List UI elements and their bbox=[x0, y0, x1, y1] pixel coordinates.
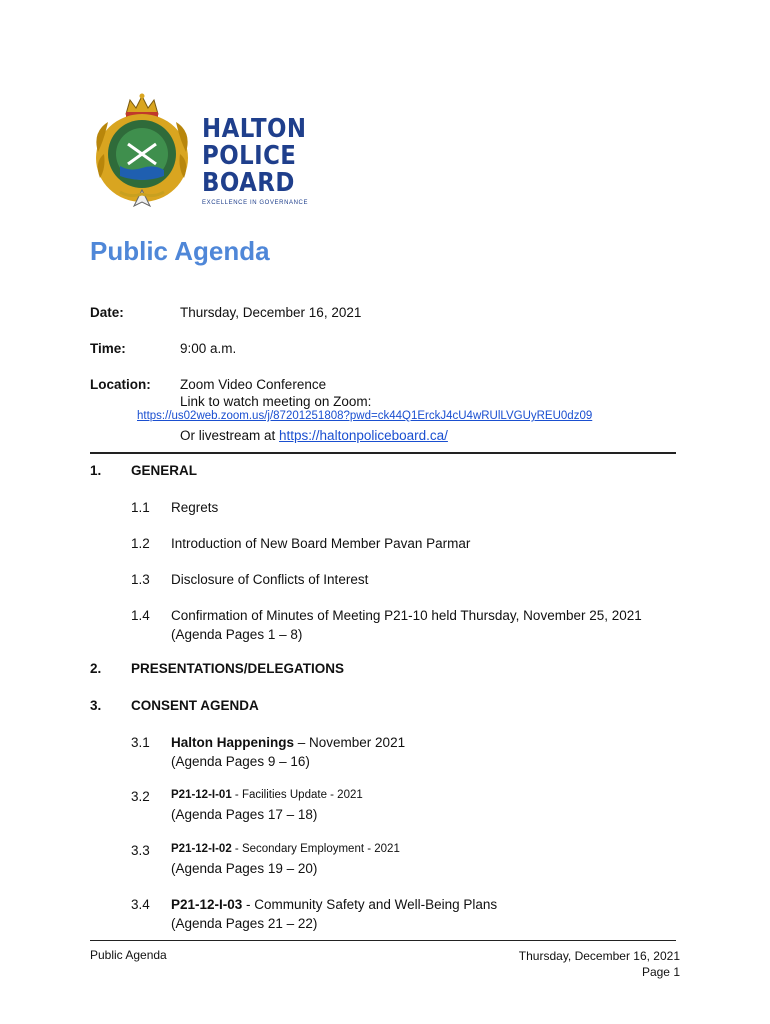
item-3-3-text bbox=[171, 840, 400, 878]
item-3-2-report-id: P21-12-I-01 bbox=[171, 789, 232, 801]
item-1-4-title: Confirmation of Minutes of Meeting P21-10 held Thursday, November 25, 2021 bbox=[171, 608, 642, 623]
item-3-2-text bbox=[171, 786, 363, 824]
section-2-title: PRESENTATIONS/DELEGATIONS bbox=[131, 661, 345, 676]
item-3-4-report-id: P21-12-I-03 bbox=[171, 897, 243, 912]
footer-page-number: Page 1 bbox=[641, 965, 680, 979]
section-1-title: GENERAL bbox=[131, 463, 198, 478]
section-2-number: 2. bbox=[90, 661, 102, 676]
item-3-4-text bbox=[171, 895, 497, 933]
location-line-2: Link to watch meeting on Zoom: bbox=[180, 394, 372, 409]
item-3-2-subtitle: - Facilities Update - 2021 bbox=[231, 789, 363, 801]
logo-line-1: HALTON bbox=[202, 114, 307, 144]
item-1-4-text bbox=[171, 606, 642, 644]
item-1-2-number: 1.2 bbox=[131, 536, 150, 551]
livestream-link[interactable]: https://haltonpoliceboard.ca/ bbox=[279, 428, 448, 443]
item-3-4-number: 3.4 bbox=[131, 897, 150, 912]
item-3-1-number: 3.1 bbox=[131, 735, 150, 750]
item-3-3-pages: (Agenda Pages 19 – 20) bbox=[171, 861, 318, 876]
livestream-prefix: Or livestream at bbox=[180, 428, 280, 443]
section-3-number: 3. bbox=[90, 698, 102, 713]
item-3-2-pages: (Agenda Pages 17 – 18) bbox=[171, 807, 318, 822]
footer-date: Thursday, December 16, 2021 bbox=[518, 949, 680, 963]
footer-right bbox=[519, 948, 680, 980]
date-value: Thursday, December 16, 2021 bbox=[180, 305, 362, 320]
item-1-1-number: 1.1 bbox=[131, 500, 150, 515]
item-3-1-pages: (Agenda Pages 9 – 16) bbox=[171, 754, 310, 769]
livestream-line bbox=[180, 428, 448, 443]
item-3-1-subtitle: – November 2021 bbox=[294, 735, 406, 750]
footer-divider bbox=[90, 940, 676, 941]
page-title: Public Agenda bbox=[90, 236, 270, 266]
time-label: Time: bbox=[90, 341, 126, 356]
time-value: 9:00 a.m. bbox=[180, 341, 237, 356]
item-1-3-number: 1.3 bbox=[131, 572, 150, 587]
section-3-title: CONSENT AGENDA bbox=[131, 698, 259, 713]
item-1-4-number: 1.4 bbox=[131, 608, 150, 623]
item-3-3-number: 3.3 bbox=[131, 843, 150, 858]
header-divider bbox=[90, 452, 676, 454]
item-3-1-title: Halton Happenings bbox=[171, 735, 295, 750]
item-3-2-number: 3.2 bbox=[131, 789, 150, 804]
footer-title: Public Agenda bbox=[90, 948, 167, 962]
halton-police-board-logo bbox=[202, 116, 321, 206]
police-crest-icon bbox=[90, 92, 194, 216]
zoom-meeting-link[interactable]: https://us02web.zoom.us/j/87201251808?pwd=ck44Q1ErckJ4cU4wRUlLVGUyREU0dz09 bbox=[137, 410, 593, 422]
item-1-2-text: Introduction of New Board Member Pavan Parmar bbox=[171, 536, 471, 551]
location-line-1: Zoom Video Conference bbox=[180, 377, 327, 392]
logo-line-2: POLICE bbox=[202, 141, 297, 171]
location-label: Location: bbox=[90, 377, 151, 392]
item-1-4-pages: (Agenda Pages 1 – 8) bbox=[171, 627, 303, 642]
section-1-number: 1. bbox=[90, 463, 102, 478]
logo-tagline: EXCELLENCE IN GOVERNANCE bbox=[202, 200, 309, 206]
item-1-3-text: Disclosure of Conflicts of Interest bbox=[171, 572, 369, 587]
item-3-4-pages: (Agenda Pages 21 – 22) bbox=[171, 916, 318, 931]
logo-line-3: BOARD bbox=[202, 168, 295, 198]
item-3-4-subtitle: - Community Safety and Well-Being Plans bbox=[242, 897, 498, 912]
item-3-3-subtitle: - Secondary Employment - 2021 bbox=[231, 843, 400, 855]
date-label: Date: bbox=[90, 305, 124, 320]
item-3-3-report-id: P21-12-I-02 bbox=[171, 843, 232, 855]
item-3-1-text bbox=[171, 733, 405, 771]
item-1-1-text: Regrets bbox=[171, 500, 219, 515]
